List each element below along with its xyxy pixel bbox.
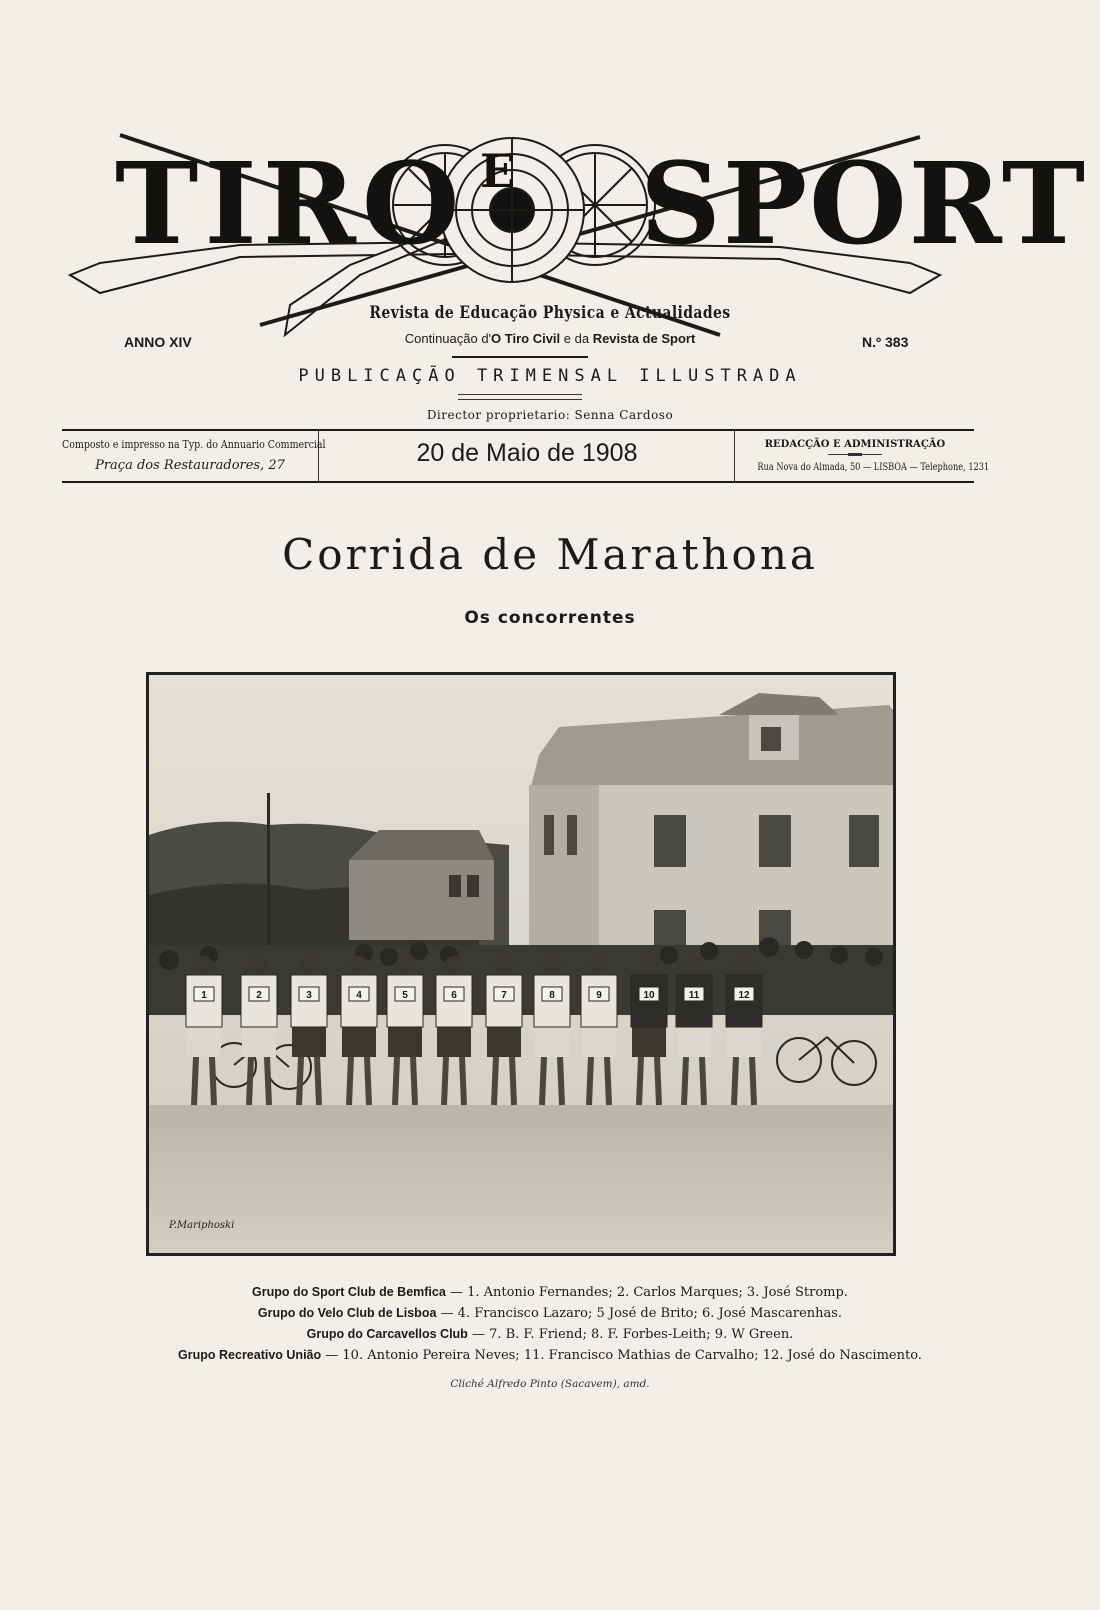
runner-shorts [342,1027,376,1057]
runner-shorts [187,1027,221,1057]
volume-label: ANNO XIV [124,334,192,350]
runner-number: 11 [688,990,700,1001]
issue-number: N.º 383 [862,334,909,350]
caption-runners: — 10. Antonio Pereira Neves; 11. Francisco Mathias de Carvalho; 12. José do Nascimento. [321,1348,922,1363]
continuation-paper-1: O Tiro Civil [491,331,561,346]
runner-number: 3 [306,990,312,1001]
caption-runners: — 7. B. F. Friend; 8. F. Forbes-Leith; 9. W Green. [467,1327,794,1342]
title-right: SPORT [640,139,1088,270]
runner-shorts [487,1027,521,1057]
runner-number: 10 [643,990,655,1001]
runner-number: 2 [256,990,262,1001]
photo-illustration [149,675,893,1253]
runner-head [640,956,658,974]
double-divider [458,394,582,400]
runner-head [300,956,318,974]
runner-shorts [242,1027,276,1057]
runner-head [685,956,703,974]
office-info [736,431,990,481]
caption-group: Grupo do Sport Club de Bemfica [252,1285,446,1299]
info-band [62,429,990,483]
title-left: TIRO [115,139,466,270]
runner-head [445,956,463,974]
runner-number: 4 [356,990,362,1001]
runner-head [350,956,368,974]
caption-line [0,1324,1100,1345]
continuation-paper-2: Revista de Sport [592,331,696,346]
photo-credit: Cliché Alfredo Pinto (Sacavem), amd. [450,1378,650,1390]
runner-number: 12 [738,990,750,1001]
runner-head [735,956,753,974]
runner-number: 9 [596,990,602,1001]
runner-head [590,956,608,974]
runner-shorts [582,1027,616,1057]
runner-number: 7 [501,990,507,1001]
runner-shorts [437,1027,471,1057]
photographer-signature: P.Mariphoski [169,1220,235,1231]
runner-head [543,956,561,974]
masthead-emblem [60,125,1088,360]
runner-head [250,956,268,974]
continuation-prefix: Continuação d' [404,331,492,346]
printer-line-2: Praça dos Restauradores, 27 [95,458,285,473]
continuation-line [0,331,1100,346]
runner-head [195,956,213,974]
runner-number: 6 [451,990,457,1001]
runner-shorts [535,1027,569,1057]
office-title: REDACÇÃO E ADMINISTRAÇÃO [764,439,946,450]
runner-shorts [292,1027,326,1057]
runner-head [495,956,513,974]
runner-number: 8 [549,990,555,1001]
runner-shorts [727,1027,761,1057]
runner-shorts [388,1027,422,1057]
caption-group: Grupo do Velo Club de Lisboa [257,1306,437,1320]
caption-group: Grupo Recreativo União [178,1348,322,1362]
photo-captions [0,1282,1100,1366]
title-joiner: E [480,144,516,198]
runner-number: 5 [402,990,408,1001]
office-address: Rua Nova do Almada, 50 — LISBOA — Telephone, 1231 [757,462,990,473]
caption-runners: — 4. Francisco Lazaro; 5 José de Brito; 6. José Mascarenhas. [436,1306,843,1321]
runner-shorts [632,1027,666,1057]
caption-line [0,1345,1100,1366]
office-ornament [828,454,882,455]
caption-runners: — 1. Antonio Fernandes; 2. Carlos Marques; 3. José Stromp. [445,1285,848,1300]
caption-line [0,1282,1100,1303]
runner-shorts [677,1027,711,1057]
publication-frequency: PUBLICAÇÃO TRIMENSAL ILLUSTRADA [298,366,802,386]
caption-group: Grupo do Carcavellos Club [306,1327,468,1341]
magazine-subtitle: Revista de Educação Physica e Actualidades [369,303,731,323]
article-subheadline: Os concorrentes [464,608,636,628]
group-photograph [146,672,896,1256]
divider [452,356,588,358]
caption-line [0,1303,1100,1324]
runner-number: 1 [201,990,207,1001]
printer-line-1: Composto e impresso na Typ. do Annuario Commercial [62,437,326,451]
masthead [60,125,1088,360]
runner-head [396,956,414,974]
issue-date: 20 de Maio de 1908 [416,439,638,467]
director-line: Director proprietario: Senna Cardoso [426,408,674,422]
continuation-mid: e da [560,331,593,346]
article-headline: Corrida de Marathona [282,530,818,579]
issue-date-cell [320,431,735,481]
printer-info [62,431,326,481]
